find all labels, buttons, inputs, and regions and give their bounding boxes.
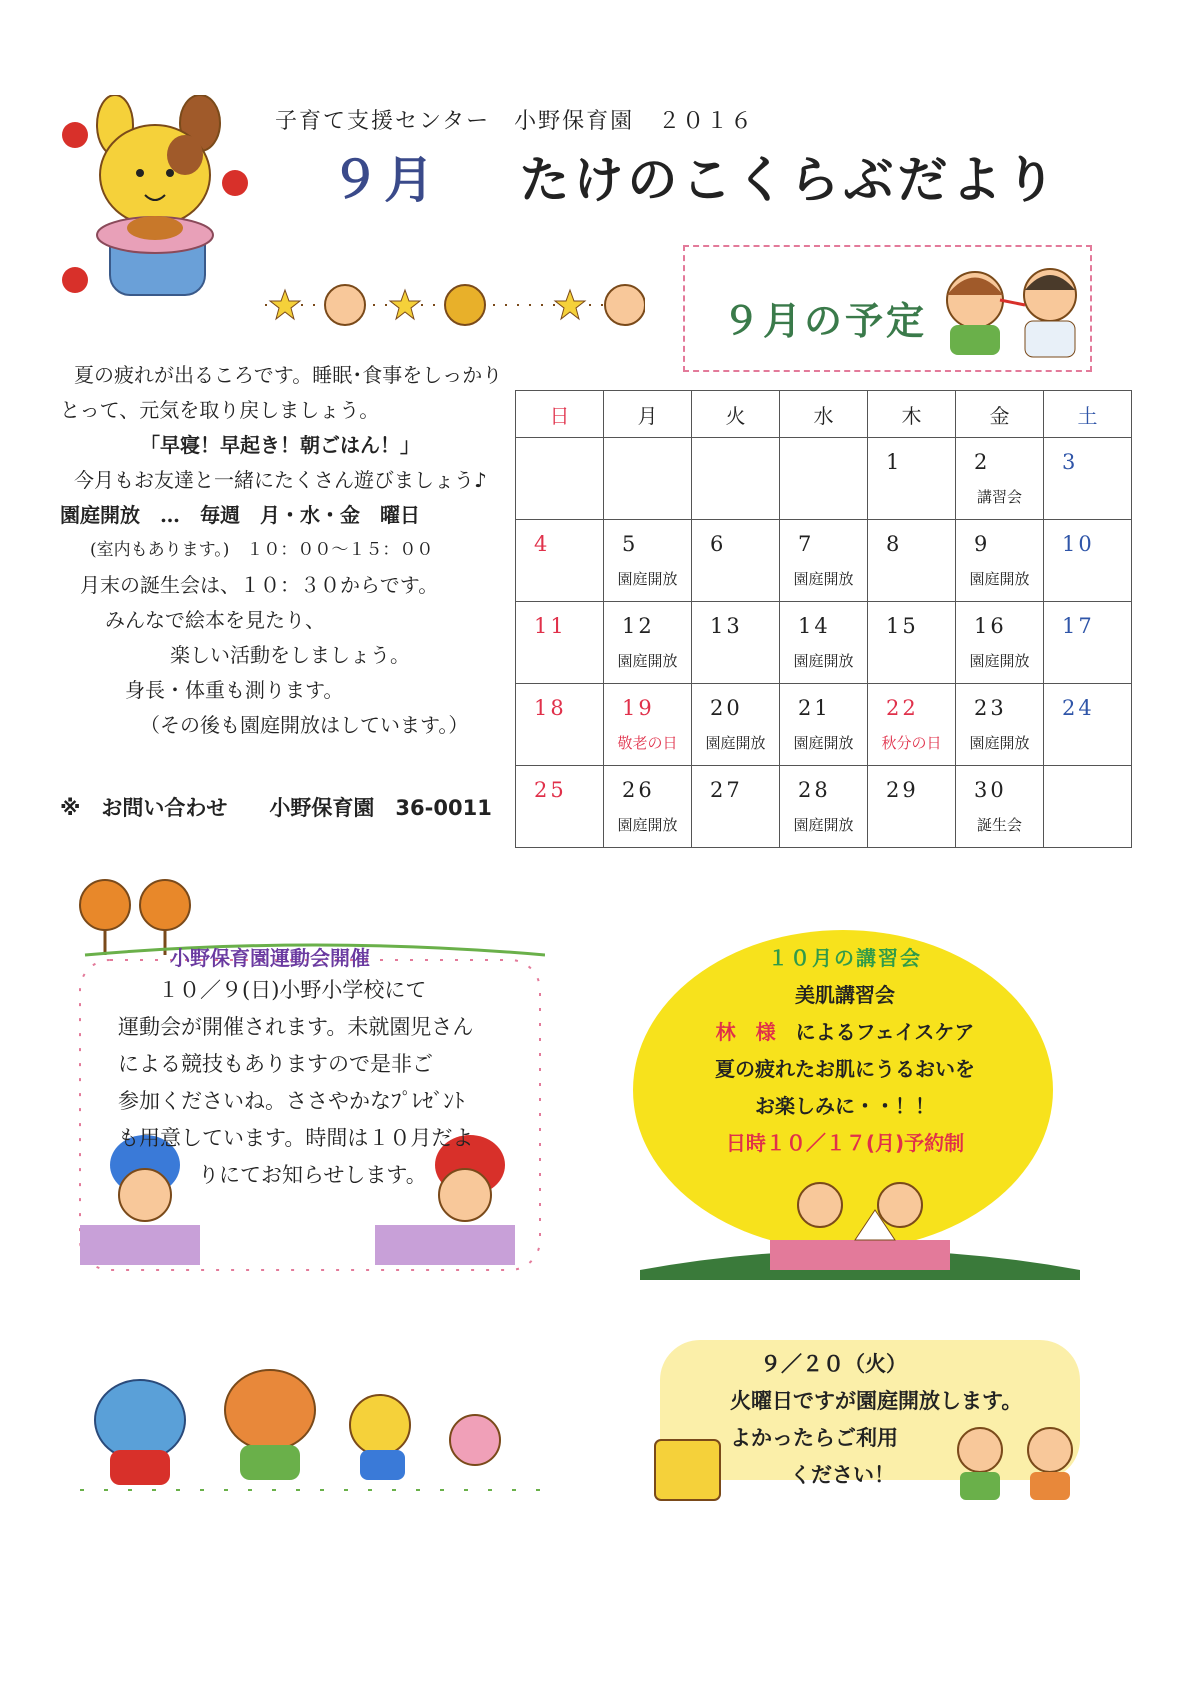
calendar-day-cell (780, 684, 868, 766)
calendar-day-cell (956, 766, 1044, 848)
day-event: 園庭開放 (793, 570, 854, 588)
day-number: 17 (1062, 614, 1095, 638)
intro-line: 月末の誕生会は、１０：３０からです。 (80, 573, 439, 597)
calendar-week-row (516, 766, 1132, 848)
day-event: 園庭開放 (793, 816, 854, 834)
day-event: 園庭開放 (793, 734, 854, 752)
calendar-day-cell (780, 438, 868, 520)
intro-line: とって、元気を取り戻しましょう。 (60, 398, 380, 422)
notice-line: よかったらご利用 (730, 1425, 898, 1450)
instructor-name: 林 様 (715, 1020, 776, 1044)
schedule-title: ９月の予定 (722, 299, 928, 343)
sports-line: りにてお知らせします。 (198, 1163, 427, 1187)
contact-info: ※ お問い合わせ 小野保育園 36-0011 (60, 796, 492, 820)
day-number: 1 (886, 450, 903, 474)
day-number: 18 (534, 696, 567, 720)
day-number: 20 (710, 696, 743, 720)
day-number: 7 (798, 532, 815, 556)
day-event: 園庭開放 (793, 652, 854, 670)
day-event: 園庭開放 (705, 734, 766, 752)
calendar-week-row (516, 684, 1132, 766)
calendar-day-cell (516, 438, 604, 520)
day-number: 19 (622, 696, 655, 720)
org-line: 子育て支援センター 小野保育園 ２０１６ (275, 109, 755, 134)
calendar-day-cell (1044, 438, 1132, 520)
intro-line: 夏の疲れが出るころです。睡眠･食事をしっかり (74, 363, 503, 387)
workshop-text (640, 940, 1050, 1162)
workshop-line: お楽しみに・・！！ (755, 1094, 935, 1118)
day-number: 6 (710, 532, 727, 556)
day-number: 4 (534, 532, 551, 556)
sports-line: 運動会が開催されます。未就園児さん (118, 1015, 474, 1039)
day-number: 30 (974, 778, 1007, 802)
day-number: 2 (974, 450, 991, 474)
intro-line: 楽しい活動をしましょう。 (170, 643, 410, 667)
calendar-day-cell (868, 602, 956, 684)
calendar-day-cell (516, 520, 604, 602)
notice-line: ください！ (790, 1462, 895, 1487)
day-event: 園庭開放 (617, 816, 678, 834)
animal-parade-illustration (80, 1360, 540, 1500)
calendar-day-cell (956, 520, 1044, 602)
day-number: 8 (886, 532, 903, 556)
day-event: 秋分の日 (881, 734, 942, 752)
day-number: 5 (622, 532, 639, 556)
calendar-day-cell (780, 520, 868, 602)
dog-mascot-illustration (55, 95, 255, 310)
calendar-day-cell (1044, 766, 1132, 848)
weekday-monday: 月 (604, 391, 692, 438)
day-number: 24 (1062, 696, 1095, 720)
intro-line: 園庭開放 … 毎週 月・水・金 曜日 (60, 503, 420, 527)
day-number: 23 (974, 696, 1007, 720)
calendar-day-cell (604, 684, 692, 766)
day-event: 園庭開放 (617, 652, 678, 670)
calendar-day-cell (692, 766, 780, 848)
workshop-title: １０月の講習会 (768, 946, 922, 970)
day-number: 14 (798, 614, 831, 638)
calendar-day-cell (604, 602, 692, 684)
calendar-day-cell (692, 602, 780, 684)
day-number: 11 (534, 614, 567, 638)
intro-line: みんなで絵本を見たり、 (105, 608, 325, 632)
calendar-day-cell (1044, 520, 1132, 602)
day-number: 3 (1062, 450, 1079, 474)
intro-line: 身長・体重も測ります。 (125, 678, 344, 702)
weekday-friday: 金 (956, 391, 1044, 438)
calendar-day-cell (692, 520, 780, 602)
day-event: 誕生会 (976, 816, 1022, 834)
day-number: 10 (1062, 532, 1095, 556)
calendar-day-cell (692, 684, 780, 766)
intro-text (60, 358, 503, 743)
calendar-day-cell (956, 602, 1044, 684)
day-number: 16 (974, 614, 1007, 638)
day-event: 講習会 (976, 488, 1022, 506)
intro-line: （その後も園庭開放はしています。） (140, 713, 469, 737)
sports-day-text (118, 972, 528, 1194)
day-number: 29 (886, 778, 919, 802)
workshop-subtitle: 美肌講習会 (795, 983, 895, 1007)
day-number: 26 (622, 778, 655, 802)
day-event: 園庭開放 (969, 652, 1030, 670)
sports-line: １０／９(日)小野小学校にて (158, 978, 427, 1002)
day-number: 12 (622, 614, 655, 638)
calendar-day-cell (780, 602, 868, 684)
newsletter-title (330, 140, 1059, 212)
moon-viewing-illustration (640, 1160, 1080, 1280)
calendar-day-cell (604, 766, 692, 848)
day-number: 21 (798, 696, 831, 720)
day-event: 敬老の日 (617, 734, 678, 752)
stars-decoration (265, 270, 645, 340)
september-calendar (515, 390, 1132, 848)
calendar-day-cell (604, 438, 692, 520)
dentist-illustration (925, 255, 1100, 365)
notice-text (730, 1345, 1022, 1493)
calendar-day-cell (868, 684, 956, 766)
day-number: 28 (798, 778, 831, 802)
day-number: 9 (974, 532, 991, 556)
calendar-day-cell (956, 684, 1044, 766)
weekday-saturday: 土 (1044, 391, 1132, 438)
weekday-tuesday: 火 (692, 391, 780, 438)
sports-line: による競技もありますので是非ご (118, 1052, 433, 1076)
calendar-day-cell (868, 766, 956, 848)
day-event: 園庭開放 (969, 734, 1030, 752)
day-number: 27 (710, 778, 743, 802)
calendar-day-cell (868, 438, 956, 520)
day-number: 15 (886, 614, 919, 638)
month-label: ９月 (330, 151, 438, 209)
calendar-day-cell (956, 438, 1044, 520)
intro-line: (室内もあります。) １０：００～１５：００ (90, 540, 434, 560)
intro-line: 今月もお友達と一緒にたくさん遊びましょう♪ (74, 468, 487, 492)
day-number: 13 (710, 614, 743, 638)
weekday-thursday: 木 (868, 391, 956, 438)
calendar-day-cell (868, 520, 956, 602)
day-event: 園庭開放 (617, 570, 678, 588)
notice-date: ９／２０（火） (760, 1351, 907, 1376)
sports-day-title: 小野保育園運動会開催 (170, 946, 370, 970)
calendar-day-cell (780, 766, 868, 848)
calendar-day-cell (692, 438, 780, 520)
workshop-date: 日時１０／１７(月)予約制 (725, 1131, 965, 1155)
workshop-line: 夏の疲れたお肌にうるおいを (715, 1057, 975, 1081)
sports-line: 参加くださいね。ささやかなﾌﾟﾚｾﾞﾝﾄ (118, 1089, 465, 1113)
day-number: 25 (534, 778, 567, 802)
calendar-day-cell (516, 684, 604, 766)
workshop-instructor-line (640, 1014, 1050, 1051)
calendar-weekday-row (516, 391, 1132, 438)
calendar-day-cell (516, 602, 604, 684)
calendar-day-cell (1044, 602, 1132, 684)
calendar-day-cell (516, 766, 604, 848)
day-event: 園庭開放 (969, 570, 1030, 588)
calendar-week-row (516, 602, 1132, 684)
notice-line: 火曜日ですが園庭開放します。 (730, 1388, 1023, 1413)
weekday-sunday: 日 (516, 391, 604, 438)
workshop-description: によるフェイスケア (775, 1020, 975, 1044)
day-number: 22 (886, 696, 919, 720)
weekday-wednesday: 水 (780, 391, 868, 438)
calendar-day-cell (604, 520, 692, 602)
club-name: たけのこくらぶだより (519, 151, 1060, 209)
calendar-week-row (516, 520, 1132, 602)
sports-line: も用意しています。時間は１０月だよ (118, 1126, 474, 1150)
intro-line: 「早寝！早起き！朝ごはん！」 (140, 433, 420, 457)
calendar-day-cell (1044, 684, 1132, 766)
calendar-week-row (516, 438, 1132, 520)
